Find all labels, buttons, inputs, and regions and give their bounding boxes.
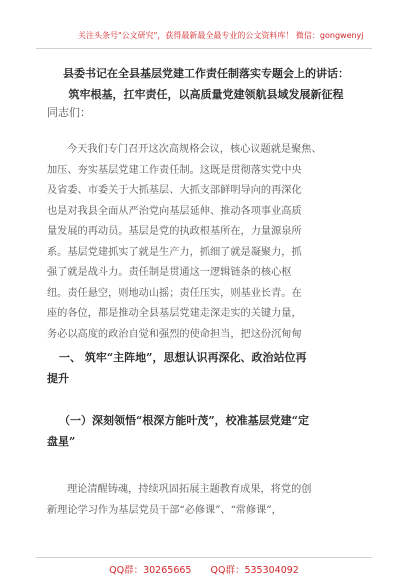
heading-line: 一、 筑牢“主阵地”，思想认识再深化、政治站位再 (59, 351, 307, 364)
paragraph-line: 理论清醒铸魂，持续巩固拓展主题教育成果，将党的创 (67, 484, 312, 495)
footer-qq-group-1: QQ群：30265665 (109, 565, 192, 576)
footer (0, 562, 408, 576)
paragraph-2 (47, 480, 367, 521)
document-title-line-2: 筑牢根基，扛牢责任，以高质量党建领航县域发展新征程 (68, 88, 344, 101)
paragraph-line: 也是对我县全面从严治党向基层延伸、推动各项事业高质 (47, 205, 302, 217)
footer-qq-group-2: QQ群：535304092 (210, 565, 299, 576)
paragraph-line: 座的各位，都是推动全县基层党建走深走实的关键力量， (47, 308, 302, 319)
header-divider (36, 48, 372, 49)
paragraph-line: 量发展的再动员。基层是党的执政根基所在，力量源泉所 (47, 226, 302, 237)
subsection-heading-1 (47, 410, 367, 452)
heading-line: 提升 (47, 372, 69, 385)
heading-line: （一）深刻领悟“根深方能叶茂”，校准基层党建“定 (59, 414, 309, 427)
document-title-line-1: 县委书记在全县基层党建工作责任制落实专题会上的讲话： (63, 67, 349, 80)
paragraph-line: 强了就是战斗力。责任制是贯通这一逻辑链条的核心枢 (47, 267, 292, 278)
paragraph-line: 及省委、市委关于大抓基层、大抓支部鲜明导向的再深化 (47, 185, 302, 196)
paragraph-line: 纽。责任悬空，则地动山摇；责任压实，则基业长青。在 (47, 287, 302, 299)
paragraph-1 (47, 140, 367, 345)
salutation: 同志们： (47, 106, 91, 119)
paragraph-line: 加压、夯实基层党建工作责任制。这既是贯彻落实党中央 (47, 164, 302, 176)
header-note: 关注头条号"公文研究"，获得最新最全最专业的公文资料库！ 微信：gongwenyj (78, 31, 364, 40)
paragraph-line: 系。基层党建抓实了就是生产力，抓细了就是凝聚力，抓 (47, 246, 302, 258)
paragraph-line: 今天我们专门召开这次高规格会议，核心议题就是聚焦、 (67, 144, 322, 155)
section-heading-1 (47, 347, 367, 389)
heading-line: 盘星” (47, 435, 76, 448)
footer-divider (36, 557, 372, 558)
paragraph-line: 务必以高度的政治自觉和强烈的使命担当，把这份沉甸甸 (47, 328, 302, 340)
paragraph-line: 新理论学习作为基层党员干部“必修课”、“常修课”， (47, 504, 282, 516)
